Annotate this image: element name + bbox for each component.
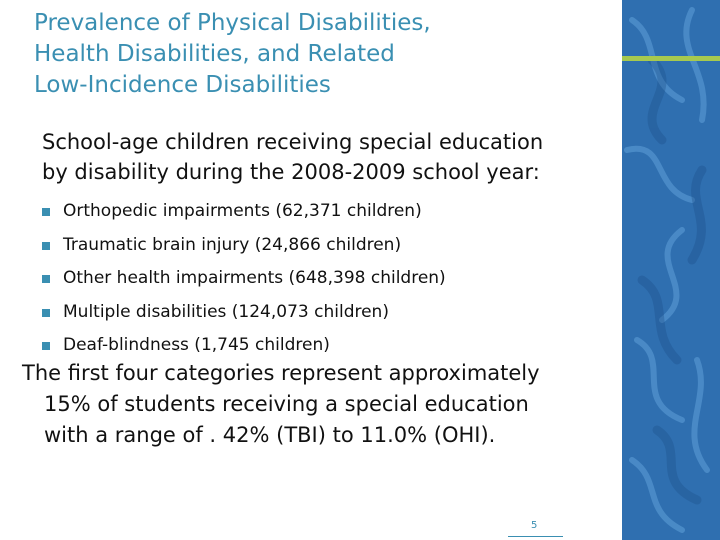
summary-text [22, 358, 617, 451]
summary-line: 15% of students receiving a special education [44, 392, 529, 416]
side-band-pattern [622, 0, 720, 540]
intro-line: by disability during the 2008-2009 school year: [42, 160, 540, 184]
list-item-text: Deaf-blindness (1,745 children) [63, 335, 330, 355]
page-number: 5 [531, 520, 538, 531]
list-item [42, 262, 602, 296]
title-line: Prevalence of Physical Disabilities, [34, 10, 431, 36]
list-item-text: Multiple disabilities (124,073 children) [63, 301, 389, 322]
title-line: Health Disabilities, and Related [34, 41, 395, 67]
title-line: Low-Incidence Disabilities [34, 72, 331, 98]
bullet-square-icon [42, 309, 50, 317]
disability-list [42, 195, 602, 363]
slide-title [34, 8, 604, 101]
list-item-text: Other health impairments (648,398 children) [63, 268, 446, 288]
bullet-square-icon [42, 242, 50, 250]
list-item [42, 229, 602, 263]
intro-line: School-age children receiving special education [42, 130, 544, 154]
intro-text [42, 127, 612, 187]
list-item [42, 195, 602, 229]
decorative-side-band [622, 0, 720, 540]
page-number-rule [508, 536, 563, 537]
list-item-text: Orthopedic impairments (62,371 children) [63, 201, 422, 221]
bullet-square-icon [42, 342, 50, 350]
summary-line: The first four categories represent approximately [22, 361, 540, 385]
list-item [42, 296, 602, 330]
summary-line: with a range of . 42% (TBI) to 11.0% (OHI). [44, 423, 496, 447]
list-item-text: Traumatic brain injury (24,866 children) [63, 234, 402, 255]
bullet-square-icon [42, 208, 50, 216]
bullet-square-icon [42, 275, 50, 283]
